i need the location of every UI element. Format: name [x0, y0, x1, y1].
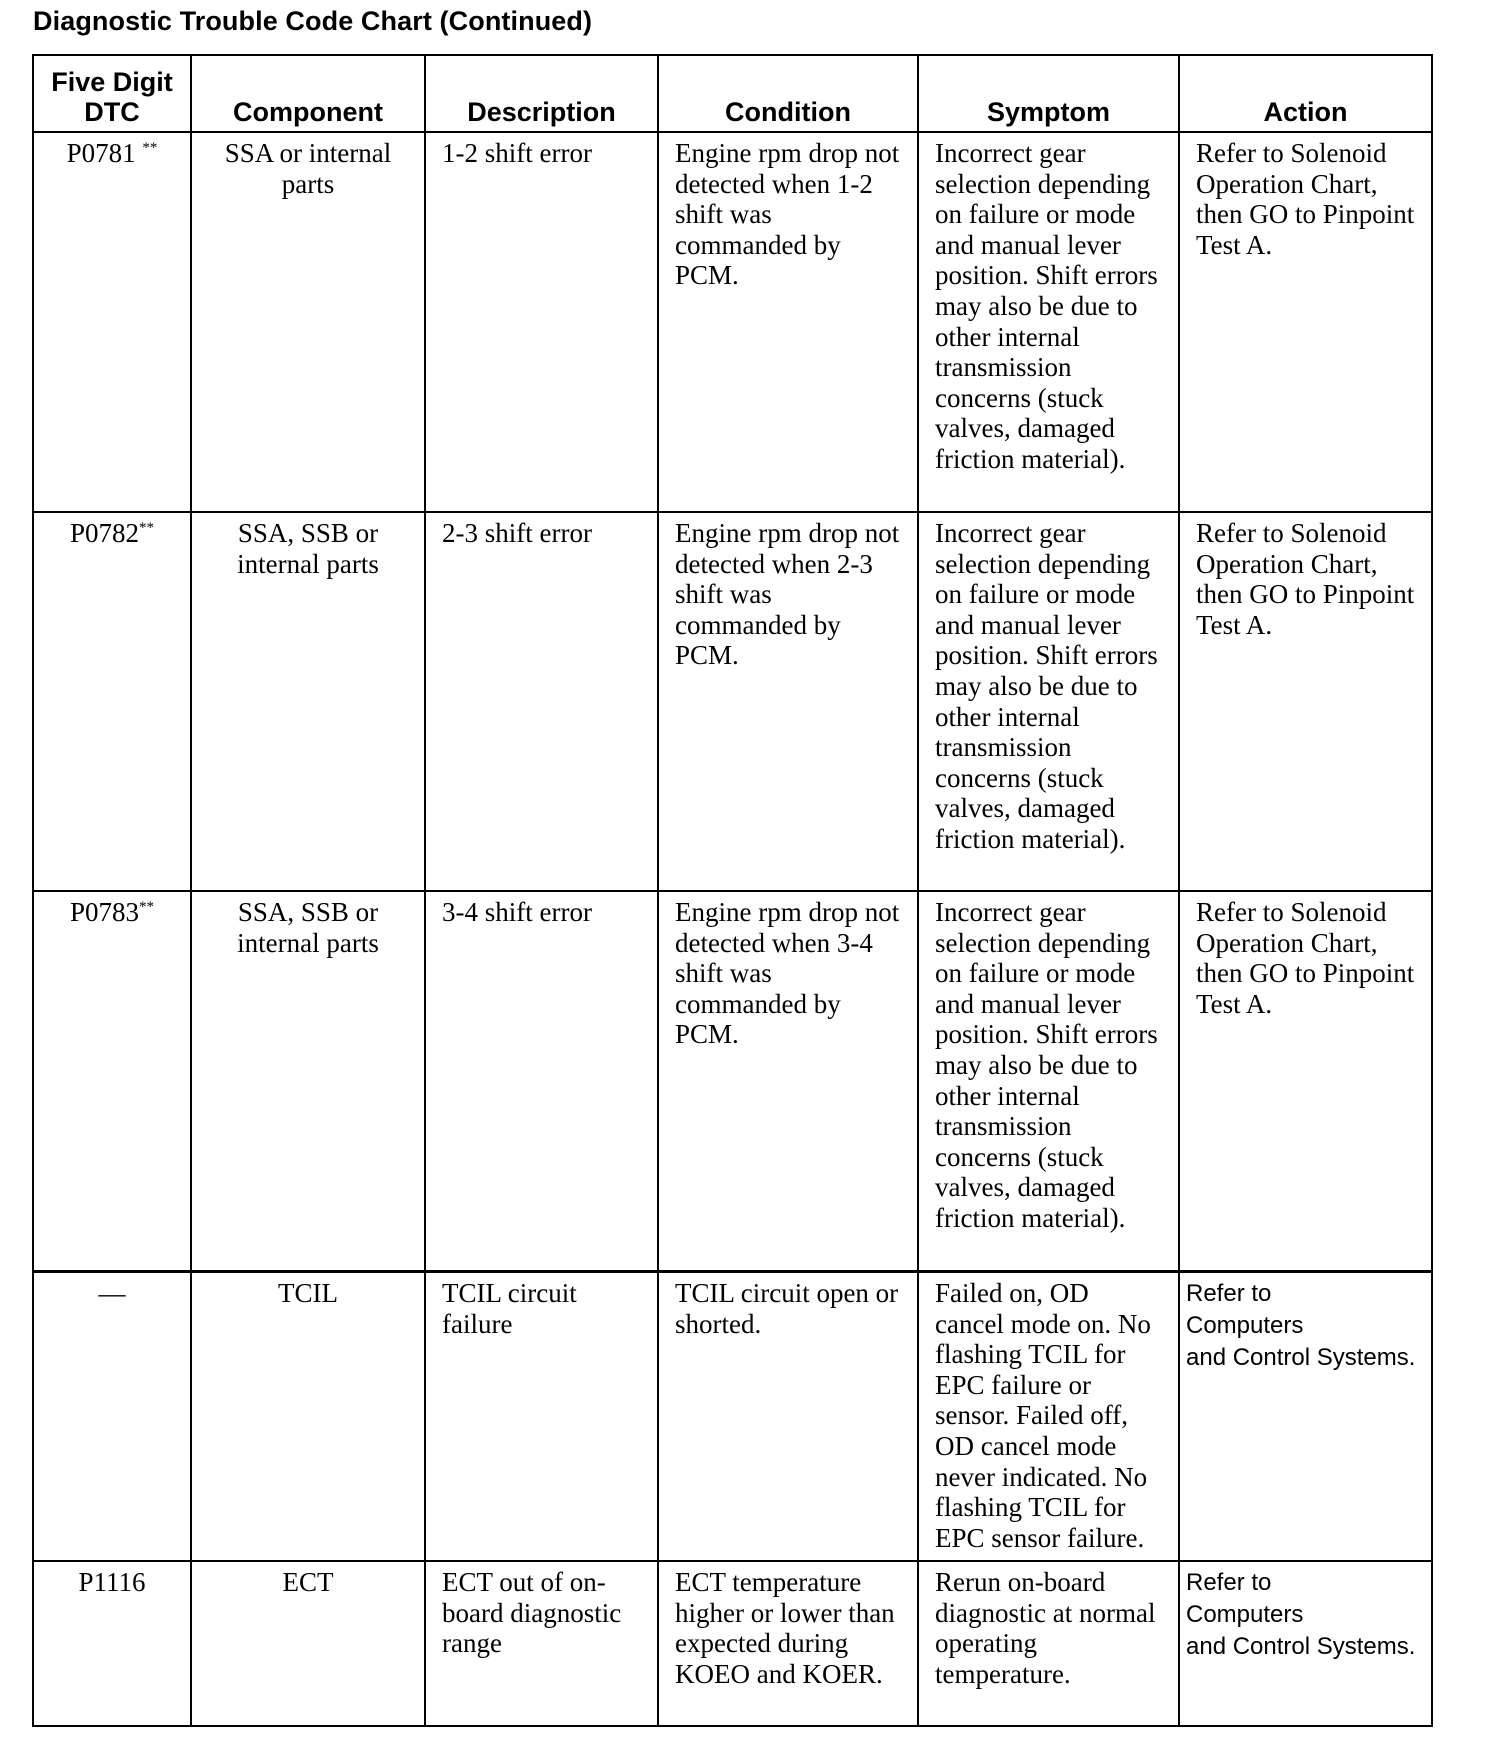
description-cell: 1-2 shift error: [425, 132, 658, 512]
dtc-footnote-mark: **: [139, 899, 155, 915]
column-header-component: Component: [191, 55, 425, 132]
symptom-cell: Failed on, OD cancel mode on. No flashing TCIL for EPC failure or sensor. Failed off, OD cancel mode never indicated. No flashing TCIL for EPC sensor failure.: [918, 1272, 1179, 1562]
dtc-code: P0783: [69, 897, 140, 927]
component-cell: TCIL: [191, 1272, 425, 1562]
dtc-table: [32, 54, 1433, 1727]
dtc-footnote-mark: **: [139, 520, 155, 536]
description-cell: 3-4 shift error: [425, 891, 658, 1272]
dtc-code: P0782: [69, 518, 140, 548]
symptom-cell: Incorrect gear selection depending on failure or mode and manual lever position. Shift errors may also be due to other internal transmission concerns (stuck valves, damaged friction material).: [918, 132, 1179, 512]
dtc-cell: [33, 891, 191, 1272]
action-cell: Refer to Solenoid Operation Chart, then GO to Pinpoint Test A.: [1179, 891, 1432, 1272]
dtc-cell: [33, 512, 191, 891]
condition-cell: TCIL circuit open or shorted.: [658, 1272, 918, 1562]
column-header-action: Action: [1179, 55, 1432, 132]
column-header-dtc: Five Digit DTC: [33, 55, 191, 132]
condition-cell: Engine rpm drop not detected when 2-3 shift was commanded by PCM.: [658, 512, 918, 891]
dtc-cell: [33, 132, 191, 512]
action-cell: Refer to Solenoid Operation Chart, then GO to Pinpoint Test A.: [1179, 132, 1432, 512]
component-cell: SSA, SSB or internal parts: [191, 512, 425, 891]
dtc-cell: —: [33, 1272, 191, 1562]
component-cell: SSA or internal parts: [191, 132, 425, 512]
column-header-condition: Condition: [658, 55, 918, 132]
description-cell: 2-3 shift error: [425, 512, 658, 891]
component-cell: SSA, SSB or internal parts: [191, 891, 425, 1272]
condition-cell: Engine rpm drop not detected when 3-4 shift was commanded by PCM.: [658, 891, 918, 1272]
condition-cell: ECT temperature higher or lower than expected during KOEO and KOER.: [658, 1561, 918, 1726]
description-cell: ECT out of on-board diagnostic range: [425, 1561, 658, 1726]
table-row: [33, 1272, 1432, 1562]
symptom-cell: Incorrect gear selection depending on failure or mode and manual lever position. Shift errors may also be due to other internal transmission concerns (stuck valves, damaged friction material).: [918, 512, 1179, 891]
header-row: [33, 55, 1432, 132]
action-cell: Refer to Computers and Control Systems.: [1179, 1272, 1432, 1562]
symptom-cell: Rerun on-board diagnostic at normal operating temperature.: [918, 1561, 1179, 1726]
table-row: [33, 891, 1432, 1272]
symptom-cell: Incorrect gear selection depending on failure or mode and manual lever position. Shift errors may also be due to other internal transmission concerns (stuck valves, damaged friction material).: [918, 891, 1179, 1272]
dtc-footnote-mark: **: [142, 140, 158, 156]
column-header-description: Description: [425, 55, 658, 132]
action-cell: Refer to Solenoid Operation Chart, then GO to Pinpoint Test A.: [1179, 512, 1432, 891]
description-cell: TCIL circuit failure: [425, 1272, 658, 1562]
table-row: [33, 512, 1432, 891]
table-row: [33, 1561, 1432, 1726]
column-header-symptom: Symptom: [918, 55, 1179, 132]
page-title: Diagnostic Trouble Code Chart (Continued): [33, 6, 593, 36]
table-row: [33, 132, 1432, 512]
dtc-cell: P1116: [33, 1561, 191, 1726]
condition-cell: Engine rpm drop not detected when 1-2 shift was commanded by PCM.: [658, 132, 918, 512]
action-cell: Refer to Computers and Control Systems.: [1179, 1561, 1432, 1726]
dtc-code: P0781: [66, 138, 136, 168]
component-cell: ECT: [191, 1561, 425, 1726]
